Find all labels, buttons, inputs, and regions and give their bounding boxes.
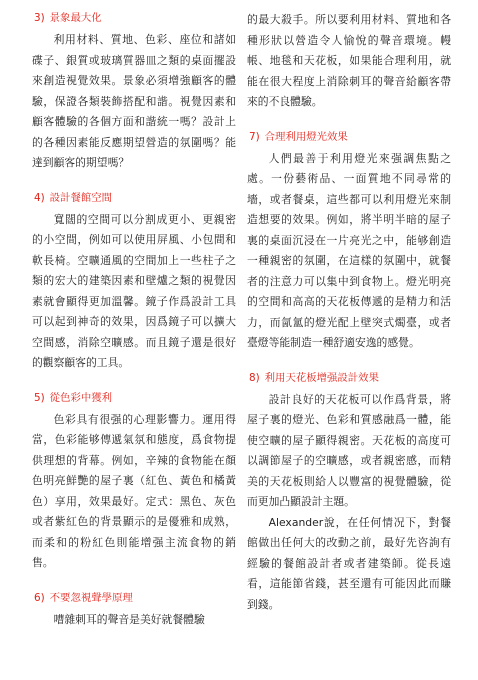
paragraph: 利用材料、質地、色彩、座位和諸如碟子、銀質或玻璃質器皿之類的桌面擺設來創造視覺效果。景象必須增強顧客的體驗，保證各類裝飾搭配和諧。視覺因素和顧客體驗的各個方面和諧統一嗎？設計上的各種因素能反應期望營造的氛圍嗎？能達到顧客的期望嗎？	[32, 33, 236, 169]
section-title: 景象最大化	[49, 12, 102, 24]
section-title: 從色彩中獲利	[49, 391, 113, 404]
paragraph: 的最大殺手。所以要利用材料、質地和各種形狀以營造令人愉悅的聲音環境。幔帳、地毯和天花板，如果能合理利用，就能在很大程度上消除刺耳的聲音給顧客帶來的不良體驗。	[247, 13, 451, 108]
section-7	[247, 129, 451, 354]
section-6-continued	[247, 10, 451, 113]
section-number: 8)	[249, 371, 260, 384]
section-5	[32, 390, 236, 574]
section-title: 合理利用燈光效果	[264, 130, 348, 143]
paragraph: 寬闊的空間可以分割成更小、更親密的小空間，例如可以使用屏風、小包間和軟長椅。空曠通風的空間加上一些柱子之類的宏大的建築因素和壁爐之類的視覺因素就會顯得更加溫馨。鏡子作爲設計工具可以起到神奇的效果，因爲鏡子可以擴大空間感，消除空曠感。而且鏡子還是很好的觀察顧客的工具。	[32, 212, 236, 369]
section-number: 6)	[34, 591, 45, 604]
paragraph: 嘈雜刺耳的聲音是美好就餐體驗	[53, 612, 205, 626]
section-4	[32, 190, 236, 374]
paragraph: 設計良好的天花板可以作爲背景，將屋子裏的燈光、色彩和質感融爲一體，能使空曠的屋子顯得親密。天花板的高度可以調節屋子的空曠感，或者親密感，而精美的天花板則給人以豐富的視覺體驗，從而更加凸顯設計主題。	[247, 392, 451, 508]
section-8	[247, 370, 451, 616]
section-number: 5)	[34, 391, 45, 404]
section-heading	[247, 370, 451, 386]
section-heading	[32, 590, 236, 606]
section-title: 設計餐館空間	[49, 191, 113, 204]
section-heading	[32, 190, 236, 206]
section-title: 不要忽視聲學原理	[49, 591, 133, 604]
section-number: 3)	[34, 12, 45, 24]
section-number: 4)	[34, 191, 45, 204]
right-column	[247, 10, 451, 615]
paragraph: 人們最善于利用燈光來强調焦點之處。一份藝術品、一面質地不同尋常的墻，或者餐桌，這些都可以利用燈光來制造想要的效果。例如，將半明半暗的屋子裏的桌面沉浸在一片亮光之中，能够創造一種親密的氛圍，在這樣的氛圍中，就餐者的注意力可以集中到食物上。燈光明亮的空間和高高的天花板傳遞的是精力和活力，而氤氳的燈光配上壁突式燭臺，或者臺燈等能制造一種舒適安逸的感覺。	[247, 151, 451, 349]
section-6	[32, 590, 236, 631]
section-number: 7)	[249, 130, 260, 143]
section-heading	[32, 390, 236, 406]
paragraph: Alexander說，在任何情况下，對餐館做出任何大的改動之前，最好先咨詢有經驗的餐館設計者或者建築師。從長遠看，這能節省錢，甚至還有可能因此而賺到錢。	[247, 515, 451, 611]
section-title: 利用天花板增强設計效果	[264, 371, 379, 384]
section-heading	[247, 129, 451, 145]
left-column	[32, 10, 236, 630]
section-3	[32, 10, 236, 174]
section-heading	[32, 10, 236, 26]
paragraph: 色彩具有很强的心理影響力。運用得當，色彩能够傳遞氣氛和態度，爲食物提供理想的背幕。例如，辛辣的食物能在顏色明亮鮮艷的屋子裏（紅色、黃色和橘黃色）享用，效果最好。定式：黑色、灰色或者紫紅色的背景顯示的是優雅和成熟，而柔和的粉紅色則能增强主流食物的銷售。	[32, 412, 236, 569]
